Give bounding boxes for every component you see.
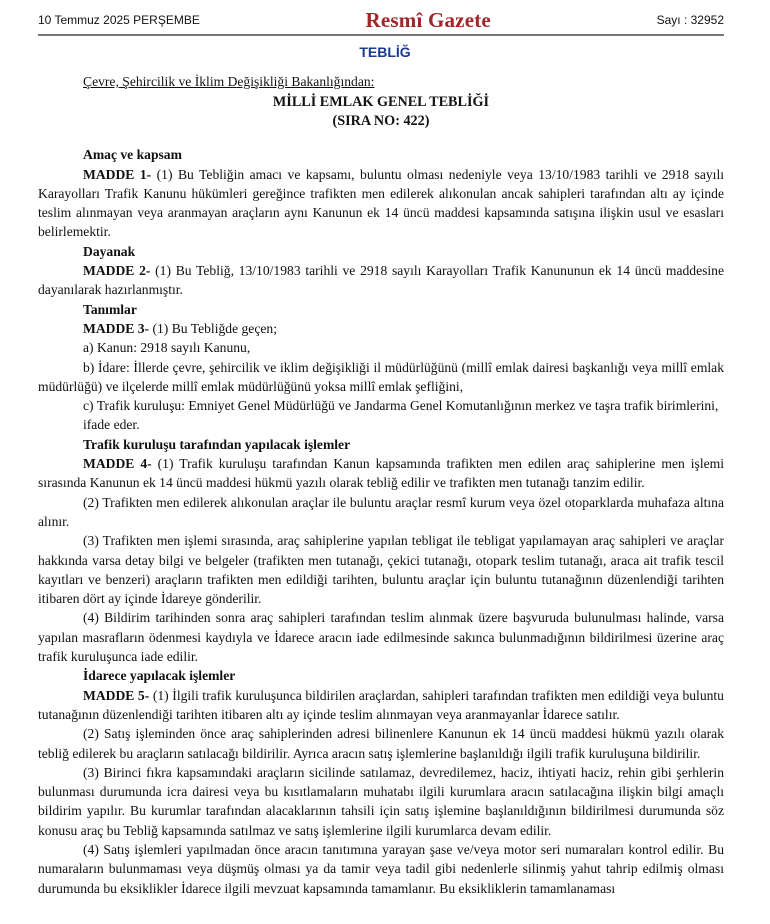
article-4-para-3: (3) Trafikten men işlemi sırasında, araç sahiplerine yapılan tebligat ile tebligat yapılamayan araç sahipleri ve araçlar hakkında varsa detay bilgi ve belgeler (trafikten men tutanağı, çekici tutanağı, otopark teslim tutanağı, araca ait trafik tescil kayıtları ve benzeri) araçların trafikten men edildiği tarihten, buluntu araçlar için buluntu tutanağının düzenlendiği tarihten itibaren dört ay içinde İdareye gönderilir. bbox=[38, 533, 724, 607]
article-4-para-4: (4) Bildirim tarihinden sonra araç sahipleri tarafından teslim alınmak üzere başvuruda bulunulması halinde, varsa yapılan masrafların ödenmesi kaydıyla ve İdarece aracın iade edilmesinde sakınca bulunmadığının bildirilmesi üzerine araç trafik kuruluşunca iade edilir. bbox=[38, 610, 724, 665]
article-5-para-1 bbox=[38, 686, 724, 725]
article-4-para-2: (2) Trafikten men edilerek alıkonulan araçlar ile buluntu araçlar resmî kurum veya özel otoparklarda muhafaza altına alınır. bbox=[38, 494, 724, 529]
issue-number: Sayı : 32952 bbox=[656, 13, 724, 27]
definitions-end: ifade eder. bbox=[83, 417, 140, 433]
article-text: (1) Trafik kuruluşu tarafından Kanun kapsamında trafikten men edilen araç sahiplerine men işlemi sırasında Kanunun ek 14 üncü maddesi hükmü yazılı olarak tebliğ edilir ve trafikten men tutanağı tanzim edilir. bbox=[38, 456, 724, 491]
gazette-header bbox=[38, 6, 724, 36]
definition-a: a) Kanun: 2918 sayılı Kanunu, bbox=[83, 340, 251, 356]
issue-date: 10 Temmuz 2025 PERŞEMBE bbox=[38, 13, 200, 27]
heading-basis: Dayanak bbox=[83, 243, 136, 259]
article-3 bbox=[38, 319, 724, 338]
article-label: MADDE 1- bbox=[83, 166, 152, 182]
article-1 bbox=[38, 165, 724, 242]
heading-purpose-scope: Amaç ve kapsam bbox=[83, 147, 182, 163]
article-text: (1) Bu Tebliğin amacı ve kapsamı, buluntu olması nedeniyle veya 13/10/1983 tarihli ve 2918 sayılı Karayolları Trafik Kanunu hükümleri gereğince trafikten men edilerek alıkonulan ancak sahipleri tarafından altı ay içinde teslim alınmayan veya aranmayan araçların aynı Kanunun ek 14 üncü maddesi kapsamında satışına ilişkin usul ve esasları belirlemektir. bbox=[38, 166, 724, 240]
document-number: (SIRA NO: 422) bbox=[332, 113, 430, 130]
ministry-line: Çevre, Şehircilik ve İklim Değişikliği Bakanlığından: bbox=[83, 74, 375, 89]
gazette-title: Resmî Gazete bbox=[365, 7, 491, 32]
document-body bbox=[38, 72, 724, 898]
article-text: (1) İlgili trafik kuruluşunca bildirilen araçlardan, sahipleri tarafından trafikten men edildiği veya buluntu tutanağının düzenlendiği tarihten itibaren altı ay içinde teslim alınmayan veya aranmayanlar İdarece satılır. bbox=[38, 687, 724, 722]
article-5-para-4: (4) Satış işlemleri yapılmadan önce aracın tanıtımına yarayan şase ve/veya motor seri numaraları kontrol edilir. Bu numaraların bulunmaması veya düşmüş olması ya da tamir veya tadil gibi nedenlerle silinmiş yahut tahrip edilmiş olması durumunda bu eksiklikler İdarece ilgili mevzuat kapsamında tamamlanır. Bu eksikliklerin tamamlanaması bbox=[38, 841, 724, 896]
article-4-para-1 bbox=[38, 454, 724, 493]
article-text: (1) Bu Tebliğ, 13/10/1983 tarihli ve 2918 sayılı Karayolları Trafik Kanununun ek 14 üncü maddesine dayanılarak hazırlanmıştır. bbox=[38, 263, 724, 298]
article-5-para-2: (2) Satış işleminden önce araç sahiplerinden adresi bilinenlere Kanunun ek 14 üncü maddesi hükmü yazılı olarak tebliğ edilerek bu araçların satılacağı bildirilir. Ayrıca aracın satış işlemlerine başlanıldığı ilgili trafik kuruluşuna bildirilir. bbox=[38, 726, 724, 761]
article-label: MADDE 5- bbox=[83, 687, 150, 703]
heading-traffic-unit-procedures: Trafik kuruluşu tarafından yapılacak işlemler bbox=[83, 436, 351, 452]
section-label: TEBLİĞ bbox=[359, 44, 411, 60]
definition-b: b) İdare: İllerde çevre, şehircilik ve iklim değişikliği il müdürlüğünü (millî emlak dairesi başkanlığı veya millî emlak müdürlüğü) ve ilçelerde millî emlak müdürlüğünü yoksa millî emlak şefliğini, bbox=[38, 359, 724, 394]
article-label: MADDE 2- bbox=[83, 263, 151, 279]
article-text: (1) Bu Tebliğde geçen; bbox=[149, 320, 277, 336]
heading-administration-procedures: İdarece yapılacak işlemler bbox=[83, 668, 236, 684]
article-5-para-3: (3) Birinci fıkra kapsamındaki araçların sicilinde satılamaz, devredilemez, haciz, ihtiyati haciz, rehin gibi şerhlerin bulunması durumunda icra dairesi veya bu kısıtlamaların muhatabı ilgili kurumlara aracın satılacağına ilişkin bilgi amaçlı bildirim yapılır. Bu kurumlar tarafından alacaklarının tahsili için satış işlemine başlanıldığının bildirilmesi durumunda söz konusu araç bu Tebliğ kapsamında satılmaz ve satış işlemlerine ilgili kurumlarca devam edilir. bbox=[38, 764, 724, 838]
article-label: MADDE 4- bbox=[83, 456, 152, 472]
article-label: MADDE 3- bbox=[83, 320, 150, 336]
article-2 bbox=[38, 261, 724, 300]
document-title: MİLLİ EMLAK GENEL TEBLİĞİ bbox=[272, 94, 490, 111]
definition-c: c) Trafik kuruluşu: Emniyet Genel Müdürlüğü ve Jandarma Genel Komutanlığının merkez ve taşra trafik birimlerini, bbox=[83, 398, 719, 414]
heading-definitions: Tanımlar bbox=[83, 301, 137, 317]
